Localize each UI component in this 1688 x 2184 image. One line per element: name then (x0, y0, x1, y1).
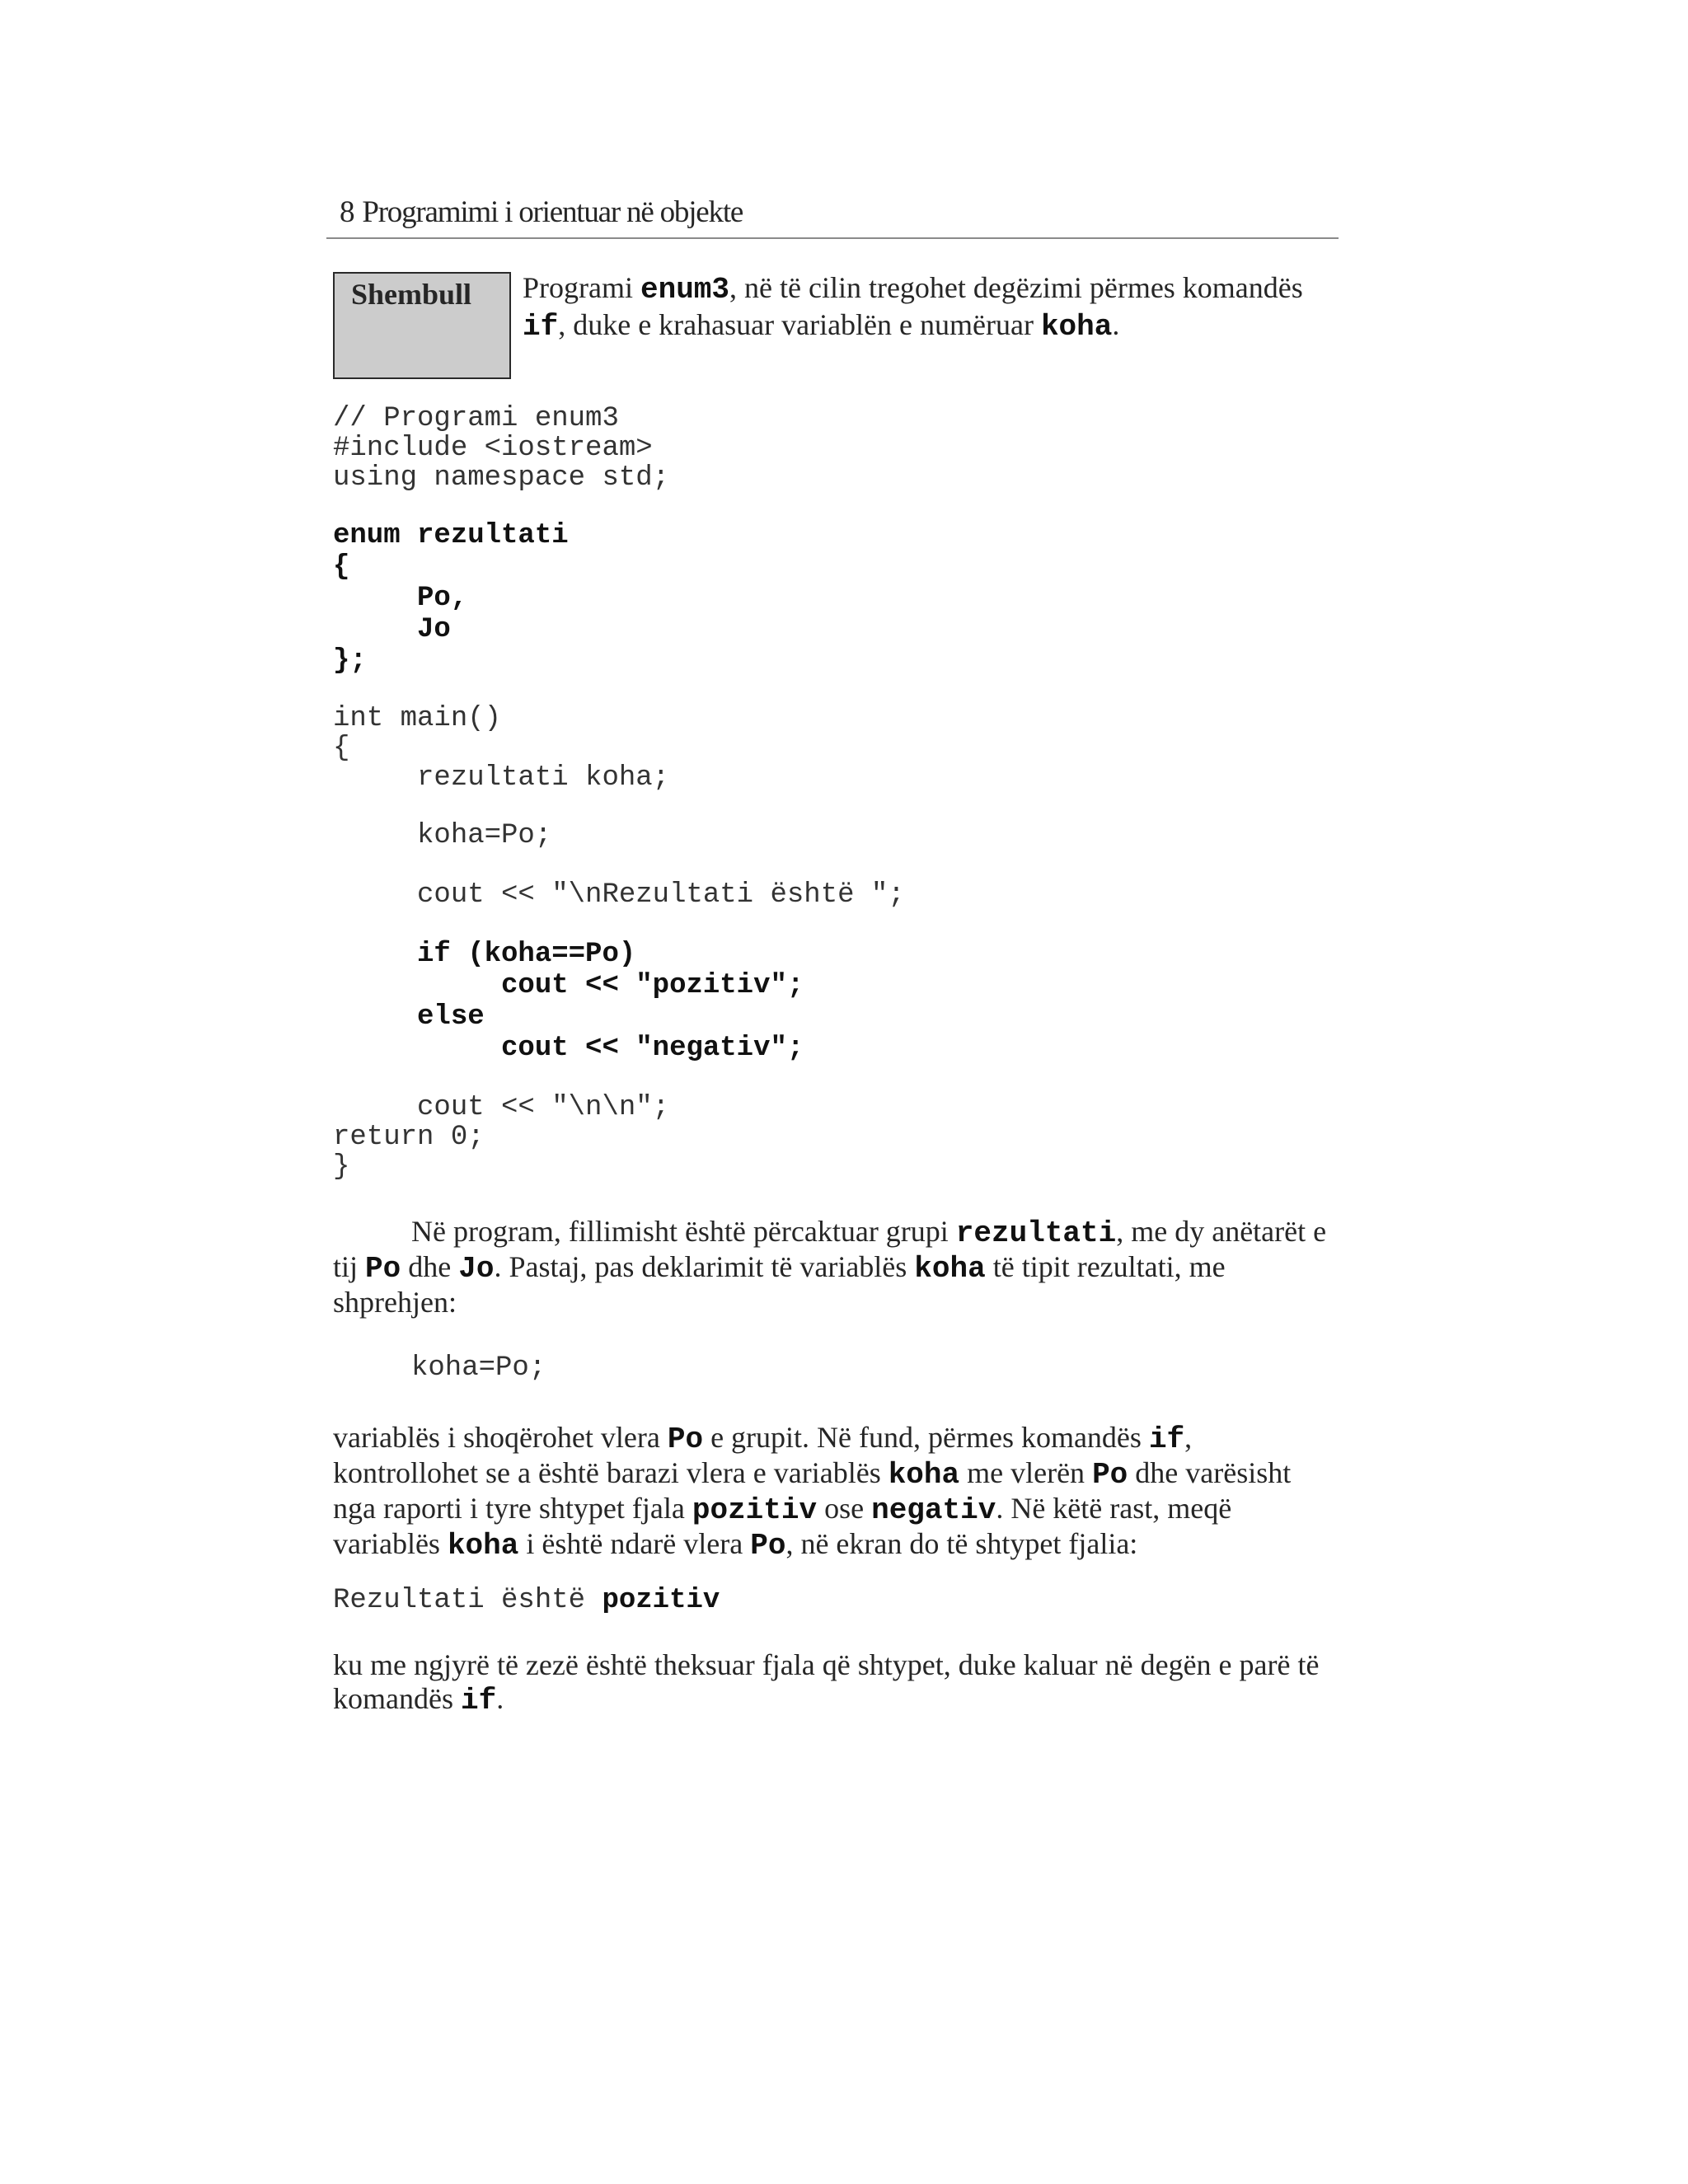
running-header (326, 191, 1339, 239)
text: e grupit. Në fund, përmes komandës (703, 1421, 1149, 1454)
text: . Pastaj, pas deklarimit të variablës (494, 1250, 915, 1283)
code-line: Po, (333, 583, 468, 614)
code-line: enum rezultati (333, 520, 569, 551)
text: i është ndarë vlera (518, 1527, 751, 1560)
code-line: cout << "\n\n"; (333, 1092, 670, 1123)
code-term: if (1148, 1422, 1185, 1456)
code-term: koha (1040, 310, 1113, 344)
code-term: koha (447, 1529, 519, 1563)
code-line: cout << "pozitiv"; (333, 970, 804, 1001)
output-text: Rezultati është (333, 1585, 603, 1616)
program-output (333, 1584, 720, 1617)
text: ku me ngjyrë të zezë është theksuar fjala që shtypet, duke kaluar në degën e parë të komandës (333, 1648, 1320, 1715)
code-line: cout << "\nRezultati është "; (333, 879, 905, 911)
code-line: }; (333, 645, 367, 677)
code-line: { (333, 551, 350, 583)
output-bold: pozitiv (602, 1585, 720, 1616)
code-term: if (460, 1684, 497, 1718)
code-term: Po (365, 1252, 401, 1286)
text: , me dy anëtarët e tij (333, 1215, 1327, 1283)
code-line: { (333, 733, 350, 764)
code-snippet: koha=Po; (411, 1352, 546, 1384)
text: . Në këtë rast, meqë variablës (333, 1492, 1232, 1560)
text: Programi (523, 271, 640, 304)
text: , në ekran do të shtypet fjalia: (785, 1527, 1138, 1560)
code-term: if (523, 310, 559, 344)
text: , kontrollohet se a është barazi vlera e variablës (333, 1421, 1193, 1489)
paragraph (333, 1215, 1339, 1319)
code-line: using namespace std; (333, 462, 670, 494)
code-term: koha (914, 1252, 986, 1286)
code-line: rezultati koha; (333, 762, 670, 794)
text: . (1112, 308, 1120, 341)
code-term: koha (888, 1458, 960, 1492)
text: Në program, fillimisht është përcaktuar grupi (411, 1215, 956, 1248)
code-term: negativ (871, 1493, 996, 1527)
code-line: return 0; (333, 1122, 485, 1153)
code-line: #include <iostream> (333, 433, 653, 464)
text: me vlerën (959, 1456, 1093, 1489)
text: ose (817, 1492, 872, 1525)
text: variablës i shoqërohet vlera (333, 1421, 668, 1454)
code-term: pozitiv (692, 1493, 818, 1527)
paragraph (333, 1421, 1339, 1563)
example-label-box (333, 272, 511, 379)
code-line: Jo (333, 614, 451, 645)
page-number: 8 (340, 195, 354, 229)
code-line: int main() (333, 703, 502, 734)
code-term: enum3 (640, 273, 730, 307)
code-line: koha=Po; (333, 820, 552, 851)
text: , duke e krahasuar variablën e numëruar (558, 308, 1041, 341)
code-line: if (koha==Po) (333, 939, 636, 970)
code-term: Po (1092, 1458, 1128, 1492)
code-term: Po (667, 1422, 704, 1456)
text: të tipit rezultati, me shprehjen: (333, 1250, 1226, 1319)
code-line: else (333, 1001, 485, 1033)
code-line: cout << "negativ"; (333, 1033, 804, 1064)
example-label: Shembull (351, 278, 472, 311)
chapter-title: Programimi i orientuar në objekte (362, 195, 743, 229)
code-line: // Programi enum3 (333, 403, 619, 434)
text: , në të cilin tregohet degëzimi përmes komandës (729, 271, 1303, 304)
paragraph (333, 1648, 1339, 1718)
code-term: Po (750, 1529, 786, 1563)
text: . (496, 1682, 504, 1715)
code-term: rezultati (955, 1216, 1117, 1250)
example-description (523, 270, 1314, 344)
text: dhe (401, 1250, 459, 1283)
text: dhe varësisht nga raporti i tyre shtypet fjala (333, 1456, 1292, 1525)
code-line: } (333, 1151, 350, 1183)
code-term: Jo (458, 1252, 495, 1286)
